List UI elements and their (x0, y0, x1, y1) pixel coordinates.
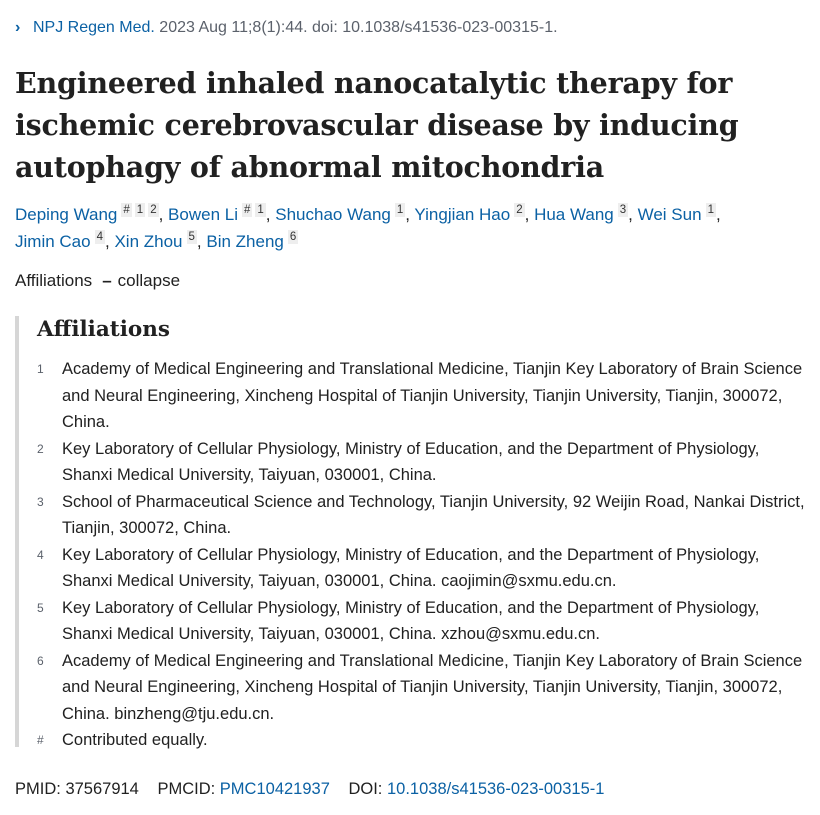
affiliation-number: 3 (37, 494, 44, 509)
minus-icon[interactable]: – (102, 271, 112, 290)
affiliations-list (37, 356, 807, 754)
affiliation-number: # (37, 733, 44, 747)
author[interactable] (168, 205, 266, 224)
affiliation-item (37, 356, 807, 436)
affiliation-number: 2 (37, 441, 44, 456)
affiliation-ref[interactable]: 3 (619, 204, 627, 216)
affiliation-text: School of Pharmaceutical Science and Technology, Tianjin University, 92 Weijin Road, Nankai District, Tianjin, 300072, China. (62, 492, 805, 537)
affiliation-ref[interactable]: 1 (707, 204, 714, 216)
doi (348, 780, 604, 798)
affiliations-heading: Affiliations (37, 317, 170, 342)
affiliation-text: Key Laboratory of Cellular Physiology, Ministry of Education, and the Department of Physiology, Shanxi Medical University, Taiyuan, 030001, China. caojimin@sxmu.edu.cn. (62, 545, 760, 590)
affiliation-text: Academy of Medical Engineering and Translational Medicine, Tianjin Key Laboratory of Brain Science and Neural Engineering, Xincheng Hospital of Tianjin University, Tianjin University, Tianjin, 300072, China. binzheng@tju.edu.cn. (62, 651, 803, 723)
pmcid (157, 780, 329, 798)
author-name[interactable]: Shuchao Wang (275, 205, 391, 224)
pmcid-link[interactable]: PMC10421937 (219, 780, 330, 798)
author-name[interactable]: Wei Sun (637, 205, 702, 224)
identifiers-line (15, 778, 618, 800)
author-separator: , (405, 205, 415, 224)
author[interactable] (15, 205, 159, 224)
collapse-button[interactable]: collapse (117, 271, 181, 290)
affiliation-number: 6 (37, 653, 44, 668)
affiliation-text: Key Laboratory of Cellular Physiology, Ministry of Education, and the Department of Physiology, Shanxi Medical University, Taiyuan, 030001, China. xzhou@sxmu.edu.cn. (62, 598, 760, 643)
affiliation-item (37, 595, 807, 648)
pmid (15, 780, 139, 798)
affiliation-item (37, 436, 807, 489)
author-name[interactable]: Jimin Cao (15, 232, 91, 251)
affiliations-toggle (15, 270, 180, 292)
affiliation-number: 5 (37, 600, 44, 615)
author[interactable] (114, 232, 196, 251)
affiliation-ref[interactable]: 2 (150, 204, 157, 216)
author-name[interactable]: Bin Zheng (206, 232, 284, 251)
equal-contribution-mark[interactable]: # (123, 204, 130, 216)
affiliations-panel (15, 316, 805, 747)
author[interactable] (534, 205, 628, 224)
author[interactable] (206, 232, 298, 251)
author-separator: , (524, 205, 535, 224)
affiliation-ref[interactable]: 6 (289, 231, 297, 243)
author[interactable] (414, 205, 524, 224)
affiliation-text: Academy of Medical Engineering and Translational Medicine, Tianjin Key Laboratory of Brain Science and Neural Engineering, Xincheng Hospital of Tianjin University, Tianjin University, Tianjin, 300072, China. (62, 360, 803, 431)
author[interactable] (15, 232, 105, 251)
journal-link[interactable]: NPJ Regen Med. (33, 19, 155, 36)
equal-contribution-mark[interactable]: # (243, 204, 251, 216)
author-separator: , (158, 205, 169, 224)
affiliations-toggle-label: Affiliations (15, 271, 93, 290)
affiliation-text: Key Laboratory of Cellular Physiology, Ministry of Education, and the Department of Physiology, Shanxi Medical University, Taiyuan, 030001, China. (62, 439, 760, 484)
author-name[interactable]: Xin Zhou (114, 232, 183, 251)
author-separator: , (196, 232, 207, 251)
affiliation-ref[interactable]: 1 (136, 204, 144, 216)
chevron-right-icon[interactable]: › (15, 19, 21, 36)
author-separator: , (105, 232, 115, 251)
doi-label: DOI: (348, 780, 383, 798)
affiliation-item (37, 489, 807, 542)
author-name[interactable]: Hua Wang (534, 205, 614, 224)
affiliation-ref[interactable]: 1 (257, 204, 264, 216)
pmid-value: 37567914 (65, 780, 139, 798)
affiliation-item (37, 727, 807, 754)
affiliation-ref[interactable]: 5 (188, 231, 195, 243)
affiliation-ref[interactable]: 2 (516, 204, 523, 216)
pmcid-label: PMCID: (157, 780, 216, 798)
author-name[interactable]: Yingjian Hao (414, 205, 511, 224)
author-name[interactable]: Deping Wang (15, 205, 118, 224)
affiliation-number: 1 (37, 362, 44, 376)
affiliation-ref[interactable]: 4 (96, 231, 103, 243)
affiliation-text: Contributed equally. (62, 731, 208, 749)
author[interactable] (638, 205, 716, 224)
author-separator: , (715, 205, 721, 224)
doi-link[interactable]: 10.1038/s41536-023-00315-1 (386, 780, 605, 798)
affiliation-number: 4 (37, 547, 44, 562)
author-list (15, 201, 805, 255)
citation-details: 2023 Aug 11;8(1):44. doi: 10.1038/s41536-023-00315-1. (154, 19, 558, 36)
affiliation-item (37, 542, 807, 595)
article-title: Engineered inhaled nanocatalytic therapy for ischemic cerebrovascular disease by inducing autophagy of abnormal mitochondria (15, 66, 739, 184)
author-separator: , (265, 205, 276, 224)
pmid-label: PMID: (15, 780, 61, 798)
author[interactable] (275, 205, 405, 224)
affiliation-ref[interactable]: 1 (396, 204, 404, 216)
citation-line (15, 17, 558, 39)
author-name[interactable]: Bowen Li (168, 205, 238, 224)
author-separator: , (628, 205, 638, 224)
affiliation-item (37, 648, 807, 728)
